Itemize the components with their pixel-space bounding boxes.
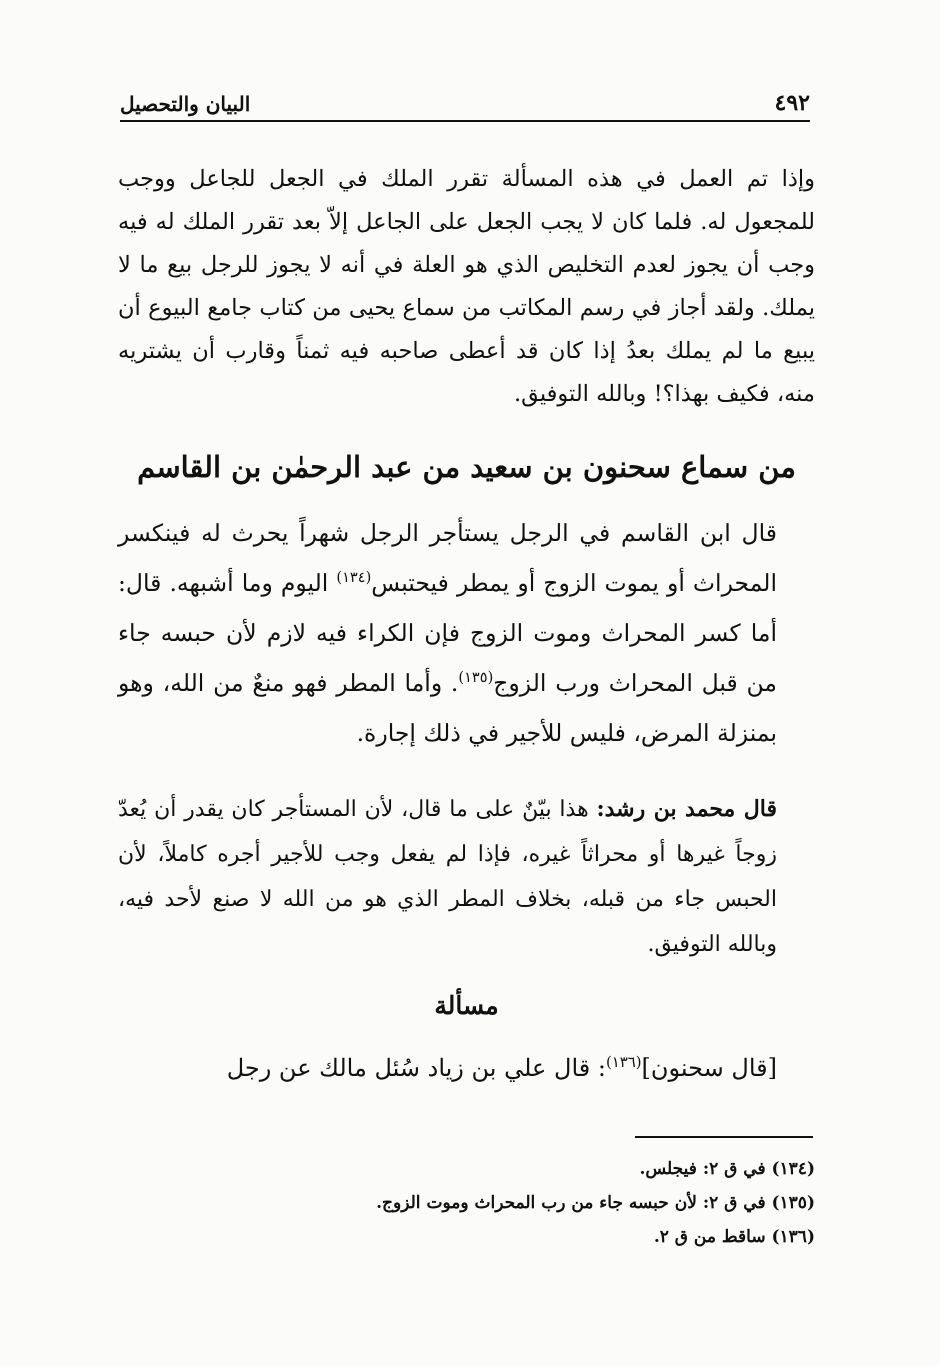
paragraph-2-text bbox=[118, 508, 815, 758]
paragraph-3-text bbox=[118, 787, 815, 967]
footnote-separator bbox=[635, 1136, 813, 1138]
paragraph-2-part-1: قال ابن القاسم في الرجل يستأجر الرجل شهراً يحرث له فينكسر المحراث أو يموت الزوج أو يمطر فيحتبس bbox=[118, 519, 777, 597]
paragraph-2-part-3: . وأما المطر فهو منعٌ من الله، وهو بمنزلة المرض، فليس للأجير في ذلك إجارة. bbox=[118, 669, 777, 747]
issue-heading: مسألة bbox=[434, 991, 499, 1020]
section-heading: من سماع سحنون بن سعيد من عبد الرحمٰن بن القاسم bbox=[137, 450, 796, 484]
footnotes bbox=[118, 1152, 815, 1254]
paragraph-2-part-2: اليوم وما أشبهه. قال: أما كسر المحراث وموت الزوج فإن الكراء فيه لازم لأن حبسه جاء من قبل المحراث ورب الزوج bbox=[118, 569, 777, 697]
paragraph-1 bbox=[118, 158, 815, 416]
footnote-135: (١٣٥) في ق ٢: لأن حبسه جاء من رب المحراث وموت الزوج. bbox=[376, 1193, 815, 1213]
paragraph-3 bbox=[118, 787, 815, 967]
footnote-ref-135: (١٣٥) bbox=[458, 669, 494, 687]
footnote-136: (١٣٦) ساقط من ق ٢. bbox=[653, 1227, 815, 1247]
paragraph-2 bbox=[118, 508, 815, 758]
paragraph-1-text: وإذا تم العمل في هذه المسألة تقرر الملك في الجعل للجاعل ووجب للمجعول له. فلما كان لا يجب الجعل على الجاعل إلاّ بعد تقرر الملك له فيه وجب أن يجوز لعدم التخليص الذي هو العلة في أنه لا يجوز للرجل بيع ما لا يملك. ولقد أجاز في رسم المكاتب من سماع يحيى من كتاب جامع البيوع أن يبيع ما لم يملك بعدُ إذا كان قد أعطى صاحبه فيه ثمناً وقارب أن يشتريه منه، فكيف بهذا؟! وبالله التوفيق. bbox=[118, 166, 815, 407]
page-header bbox=[120, 86, 810, 122]
paragraph-4 bbox=[118, 1044, 815, 1092]
running-title: البيان والتحصيل bbox=[120, 92, 251, 116]
footnote-134: (١٣٤) في ق ٢: فيجلس. bbox=[639, 1159, 815, 1179]
commentary-speaker: قال محمد بن رشد: bbox=[596, 796, 777, 822]
paragraph-4-part-1: [قال سحنون] bbox=[641, 1054, 777, 1082]
page-number: ٤٩٢ bbox=[774, 90, 810, 116]
paragraph-4-part-2: : قال علي بن زياد سُئل مالك عن رجل bbox=[226, 1054, 606, 1082]
paragraph-4-text bbox=[118, 1044, 815, 1092]
paragraph-3-body: هذا بيّنٌ على ما قال، لأن المستأجر كان يقدر أن يُعدّ زوجاً غيرها أو محراثاً غيره، فإذا لم يفعل وجب للأجير أجره كاملاً، لأن الحبس جاء من قبله، بخلاف المطر الذي هو من الله لا صنع لأحد فيه، وبالله التوفيق. bbox=[118, 797, 777, 957]
footnote-ref-134: (١٣٤) bbox=[336, 569, 372, 587]
footnote-ref-136: (١٣٦) bbox=[605, 1053, 642, 1071]
